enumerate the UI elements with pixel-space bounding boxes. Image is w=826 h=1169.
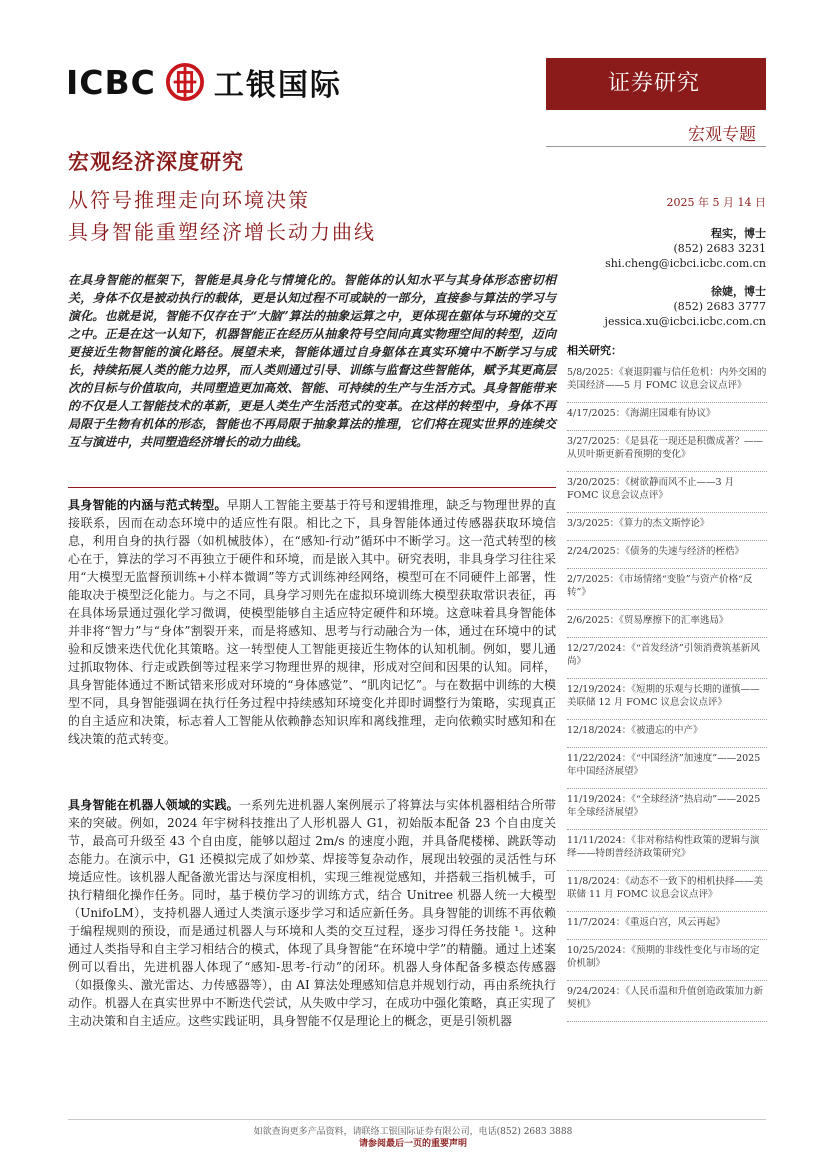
related-research-item[interactable]: 11/19/2024：《“全球经济”热启动”——2025 年全球经济展望》: [567, 789, 767, 830]
related-research-item[interactable]: 2/24/2025：《债务的失速与经济的桎梏》: [567, 541, 767, 569]
footer-divider: [68, 1119, 766, 1120]
author-email[interactable]: shi.cheng@icbci.icbc.com.cn: [605, 257, 766, 270]
related-research-item[interactable]: 11/8/2024：《动态不一致下的相机抉择——美联储 11 月 FOMC 议息会议点评》: [567, 871, 767, 912]
abstract: 在具身智能的框架下，智能是具身化与情境化的。智能体的认知水平与其身体形态密切相关，身体不仅是被动执行的载体，更是认知过程不可或缺的一部分，直接参与算法的学习与演化。也就是说，智能不仅存在于“大脑”算法的抽象运算之中，更体现在躯体与环境的交互之中。正是在这一认知下，机器智能正在经历从抽象符号空间向真实物理空间的转型，迈向更接近生物智能的演化路径。展望未来，智能体通过自身躯体在真实环境中不断学习与成长，持续拓展人类的能力边界，而人类则通过引导、训练与监督这些智能体，赋予其更高层次的目标与价值取向，共同塑造更加高效、智能、可持续的生产与生活方式。具身智能带来的不仅是人工智能技术的革新，更是人类生产生活范式的变革。在这样的转型中，身体不再局限于生物有机体的形态，智能也不再局限于抽象算法的推理，它们将在现实世界的连续交互与演进中，共同塑造经济增长的动力曲线。: [68, 273, 556, 449]
report-subcategory: 宏观专题: [688, 125, 756, 145]
abstract-divider: [68, 487, 556, 488]
author-phone: (852) 2683 3231: [673, 242, 766, 255]
icbc-emblem-icon: [166, 63, 204, 101]
related-research: [567, 342, 767, 1022]
report-subtitle-1: 从符号推理走向环境决策: [68, 188, 310, 212]
section-text: 早期人工智能主要基于符号和逻辑推理，缺乏与物理世界的直接联系，因而在动态环境中的适应性有限。相比之下，具身智能体通过传感器获取环境信息，利用自身的执行器（如机械肢体），在“感知-行动”循环中不断学习。这一范式转型的核心在于，算法的学习不再独立于硬件和环境，而是嵌入其中。研究表明，非具身学习往往采用“大模型无监督预训练+小样本微调”等方式训练神经网络，模型可在不同硬件上部署，性能取决于模型泛化能力。与之不同，具身学习则先在虚拟环境训练大模型获取常识表征，再在具体场景通过强化学习微调，使模型能够自主适应特定硬件和环境。这意味着具身智能体并非将“智力”与“身体”割裂开来，而是将感知、思考与行动融合为一体，通过在环境中的试验和反馈来迭代优化其策略。这一转型使人工智能更接近生物体的认知机制。例如，婴儿通过抓取物体、行走或跌倒等过程来学习物理世界的规律，形成对空间和因果的认知。同样，具身智能体通过不断试错来形成对环境的“身体感觉”、“肌肉记忆”。与在数据中训练的大模型不同，具身智能强调在执行任务过程中持续感知环境变化并即时调整行为策略，实现真正的自主适应和决策，标志着人工智能从依赖静态知识库和离线推理，走向依赖实时感知和在线决策的范式转变。: [68, 498, 556, 746]
section-heading: 具身智能的内涵与范式转型。: [68, 498, 227, 512]
related-research-item[interactable]: 2/6/2025：《贸易摩擦下的汇率逃局》: [567, 610, 767, 638]
related-research-item[interactable]: 2/7/2025：《市场情绪“变脸”与资产价格“反转”》: [567, 569, 767, 610]
company-logo: [66, 60, 342, 104]
related-research-item[interactable]: 11/22/2024：《“中国经济”加速度”——2025 年中国经济展望》: [567, 748, 767, 789]
related-research-item[interactable]: 10/25/2024：《预期的非线性变化与市场的定价机制》: [567, 940, 767, 981]
related-research-item[interactable]: 3/3/2025：《算力的杰文斯悖论》: [567, 513, 767, 541]
related-research-item[interactable]: 12/18/2024：《被遗忘的中产》: [567, 720, 767, 748]
author-phone: (852) 2683 3777: [673, 300, 766, 313]
body-section: [68, 496, 556, 748]
related-research-item[interactable]: 5/8/2025：《衰退阴霾与信任危机：内外交困的美国经济——5 月 FOMC 议息会议点评》: [567, 362, 767, 403]
author-name: 徐婕，博士: [711, 285, 766, 298]
report-title: 宏观经济深度研究: [68, 149, 244, 174]
author-contact: [605, 284, 766, 329]
related-research-item[interactable]: 3/20/2025：《树欲静而风不止——3 月 FOMC 议息会议点评》: [567, 472, 767, 513]
logo-text-en: ICBC: [66, 62, 156, 102]
footer-contact: 如欲查询更多产品资料，请联络工银国际证券有限公司，电话(852) 2683 3888: [253, 1127, 573, 1137]
related-research-item[interactable]: 4/17/2025：《海湖庄园难有协议》: [567, 403, 767, 431]
report-subtitle-2: 具身智能重塑经济增长动力曲线: [68, 220, 376, 244]
related-research-item[interactable]: 12/19/2024：《短期的乐观与长期的谨慎——美联储 12 月 FOMC 议息会议点评》: [567, 679, 767, 720]
author-email[interactable]: jessica.xu@icbci.icbc.com.cn: [604, 315, 766, 328]
related-research-item[interactable]: 9/24/2024：《人民币温和升值创造政策加力新契机》: [567, 981, 767, 1022]
report-date: 2025 年 5 月 14 日: [666, 196, 766, 209]
body-section: [68, 796, 556, 1030]
related-research-item[interactable]: 3/27/2025：《是县花一现还是积微成著？——从贝叶斯更新看预期的变化》: [567, 431, 767, 472]
section-text: 一系列先进机器人案例展示了将算法与实体机器相结合所带来的突破。例如，2024 年宇树科技推出了人形机器人 G1，初始版本配备 23 个自由度关节，最高可升级至 43 个自由度，能够以超过 2m/s 的速度小跑，并具备爬楼梯、跳跃等动态能力。在演示中，G1 还模拟完成了如炒菜、焊接等复杂动作，展现出较强的灵活性与环境适应性。该机器人配备激光雷达与深度相机，实现三维视觉感知，并搭载三指机械手，可执行精细化操作任务。同时，基于模仿学习的训练方式，结合 Unitree 机器人统一大模型（UnifoLM），支持机器人通过人类演示逐步学习和适应新任务。具身智能的训练不再依赖于编程规则的预设，而是通过机器人与环境和人类的交互过程，逐步习得任务技能 ¹。这种通过人类指导和自主学习相结合的模式，体现了具身智能“在环境中学”的精髓。通过上述案例可以看出，先进机器人体现了“感知-思考-行动”的闭环。机器人身体配备多模态传感器（如摄像头、激光雷达、力传感器等），由 AI 算法处理感知信息并规划行动，再由系统执行动作。机器人在真实世界中不断迭代尝试，从失败中学习，在成功中强化策略，真正实现了主动决策和自主适应。这些实践证明，具身智能不仅是理论上的概念，更是引领机器: [68, 798, 556, 1028]
section-heading: 具身智能在机器人领域的实践。: [68, 798, 239, 812]
related-research-item[interactable]: 12/27/2024：《“首发经济”引领消费筑基新风尚》: [567, 638, 767, 679]
related-research-item[interactable]: 11/11/2024：《非对称结构性政策的逻辑与演绎——特朗普经济政策研究》: [567, 830, 767, 871]
report-category-banner: 证券研究: [546, 58, 766, 110]
footer-disclaimer-note: 请参阅最后一页的重要声明: [358, 1139, 467, 1149]
related-research-list: [567, 362, 767, 1022]
related-research-item[interactable]: 11/7/2024：《重返白宫，风云再起》: [567, 912, 767, 940]
logo-text-cn: 工银国际: [213, 68, 342, 103]
author-contact: [605, 226, 766, 271]
header-divider: [546, 146, 766, 147]
related-research-title: 相关研究：: [567, 344, 622, 357]
author-name: 程实，博士: [711, 227, 766, 240]
